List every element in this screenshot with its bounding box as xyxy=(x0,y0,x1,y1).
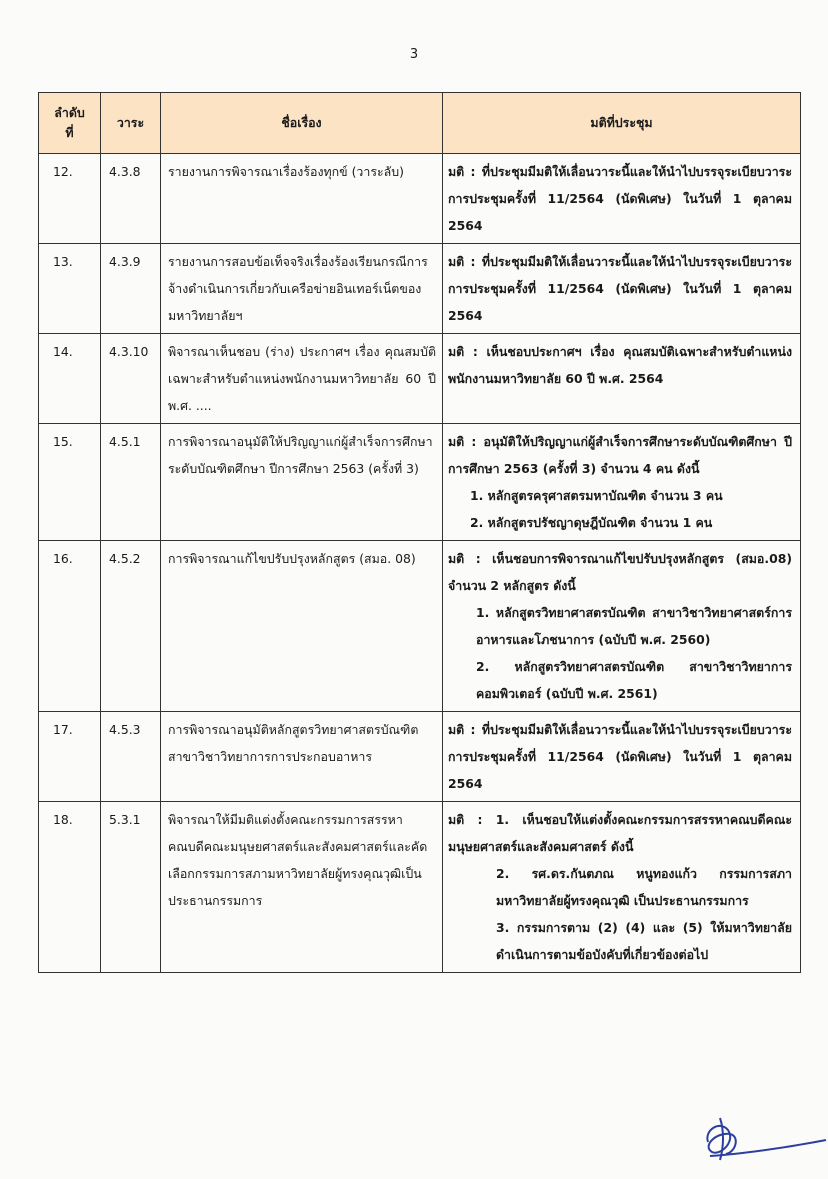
topic-text: การพิจารณาอนุมัติให้ปริญญาแก่ผู้สำเร็จการศึกษาระดับบัณฑิตศึกษา ปีการศึกษา 2563 (ครั้งที่ 3) xyxy=(161,424,443,541)
agenda-number: 4.3.10 xyxy=(101,334,161,424)
agenda-number: 5.3.1 xyxy=(101,802,161,973)
resolution-line: มติ : ที่ประชุมมีมติให้เลื่อนวาระนี้และให้นำไปบรรจุระเบียบวาระการประชุมครั้งที่ 11/2564 (นัดพิเศษ) ในวันที่ 1 ตุลาคม 2564 xyxy=(448,254,792,323)
resolution-line: 2. หลักสูตรวิทยาศาสตรบัณฑิต สาขาวิชาวิทยาการคอมพิวเตอร์ (ฉบับปี พ.ศ. 2561) xyxy=(476,659,792,701)
page-number: 3 xyxy=(409,47,419,62)
table-row xyxy=(39,424,801,541)
table-row xyxy=(39,244,801,334)
topic-text: รายงานการพิจารณาเรื่องร้องทุกข์ (วาระลับ) xyxy=(161,154,443,244)
topic-text: การพิจารณาอนุมัติหลักสูตรวิทยาศาสตรบัณฑิต สาขาวิชาวิทยาการการประกอบอาหาร xyxy=(161,712,443,802)
topic-text: พิจารณาให้มีมติแต่งตั้งคณะกรรมการสรรหาคณบดีคณะมนุษยศาสตร์และสังคมศาสตร์และคัดเลือกกรรมการสภามหาวิทยาลัยผู้ทรงคุณวุฒิเป็นประธานกรรมการ xyxy=(161,802,443,973)
agenda-number: 4.3.8 xyxy=(101,154,161,244)
resolution-line: มติ : ที่ประชุมมีมติให้เลื่อนวาระนี้และให้นำไปบรรจุระเบียบวาระการประชุมครั้งที่ 11/2564 (นัดพิเศษ) ในวันที่ 1 ตุลาคม 2564 xyxy=(448,164,792,233)
row-number: 18. xyxy=(39,802,101,973)
agenda-number: 4.5.3 xyxy=(101,712,161,802)
topic-text: พิจารณาเห็นชอบ (ร่าง) ประกาศฯ เรื่อง คุณสมบัติเฉพาะสำหรับตำแหน่งพนักงานมหาวิทยาลัย 60 ปี พ.ศ. .... xyxy=(161,334,443,424)
header-topic: ชื่อเรื่อง xyxy=(161,93,443,154)
row-number: 17. xyxy=(39,712,101,802)
header-resolution: มติที่ประชุม xyxy=(443,93,801,154)
resolution-line: มติ : อนุมัติให้ปริญญาแก่ผู้สำเร็จการศึกษาระดับบัณฑิตศึกษา ปีการศึกษา 2563 (ครั้งที่ 3) จำนวน 4 คน ดังนี้ xyxy=(448,434,792,476)
topic-text: รายงานการสอบข้อเท็จจริงเรื่องร้องเรียนกรณีการจ้างดำเนินการเกี่ยวกับเครือข่ายอินเทอร์เน็ตของมหาวิทยาลัยฯ xyxy=(161,244,443,334)
resolution-line: 1. หลักสูตรครุศาสตรมหาบัณฑิต จำนวน 3 คน xyxy=(470,488,723,503)
resolution-line: 3. กรรมการตาม (2) (4) และ (5) ให้มหาวิทยาลัยดำเนินการตามข้อบังคับที่เกี่ยวข้องต่อไป xyxy=(496,920,792,962)
row-number: 12. xyxy=(39,154,101,244)
agenda-number: 4.5.1 xyxy=(101,424,161,541)
resolution-cell xyxy=(443,802,801,973)
header-no: ลำดับ ที่ xyxy=(39,93,101,154)
resolution-line: 2. รศ.ดร.กันตภณ หนูทองแก้ว กรรมการสภามหาวิทยาลัยผู้ทรงคุณวุฒิ เป็นประธานกรรมการ xyxy=(496,866,792,908)
resolution-cell xyxy=(443,244,801,334)
topic-text: การพิจารณาแก้ไขปรับปรุงหลักสูตร (สมอ. 08) xyxy=(161,541,443,712)
resolution-line: มติ : ที่ประชุมมีมติให้เลื่อนวาระนี้และให้นำไปบรรจุระเบียบวาระการประชุมครั้งที่ 11/2564 (นัดพิเศษ) ในวันที่ 1 ตุลาคม 2564 xyxy=(448,722,792,791)
table-row xyxy=(39,154,801,244)
resolution-cell xyxy=(443,334,801,424)
resolution-line: 2. หลักสูตรปรัชญาดุษฎีบัณฑิต จำนวน 1 คน xyxy=(470,515,713,530)
resolution-cell xyxy=(443,424,801,541)
resolution-cell xyxy=(443,541,801,712)
minutes-table xyxy=(38,92,801,973)
resolution-line: มติ : เห็นชอบประกาศฯ เรื่อง คุณสมบัติเฉพาะสำหรับตำแหน่งพนักงานมหาวิทยาลัย 60 ปี พ.ศ. 2564 xyxy=(448,344,792,386)
resolution-cell xyxy=(443,712,801,802)
resolution-line: 1. หลักสูตรวิทยาศาสตรบัณฑิต สาขาวิชาวิทยาศาสตร์การอาหารและโภชนาการ (ฉบับปี พ.ศ. 2560) xyxy=(476,605,792,647)
agenda-number: 4.3.9 xyxy=(101,244,161,334)
signature-mark xyxy=(690,1112,828,1168)
row-number: 16. xyxy=(39,541,101,712)
header-row xyxy=(39,93,801,154)
table-row xyxy=(39,802,801,973)
resolution-line: มติ : เห็นชอบการพิจารณาแก้ไขปรับปรุงหลักสูตร (สมอ.08) จำนวน 2 หลักสูตร ดังนี้ xyxy=(448,551,792,593)
row-number: 14. xyxy=(39,334,101,424)
resolution-cell xyxy=(443,154,801,244)
table-row xyxy=(39,712,801,802)
agenda-number: 4.5.2 xyxy=(101,541,161,712)
header-agenda: วาระ xyxy=(101,93,161,154)
resolution-line: มติ : 1. เห็นชอบให้แต่งตั้งคณะกรรมการสรรหาคณบดีคณะมนุษยศาสตร์และสังคมศาสตร์ ดังนี้ xyxy=(448,812,792,854)
table-row xyxy=(39,334,801,424)
row-number: 15. xyxy=(39,424,101,541)
table-row xyxy=(39,541,801,712)
row-number: 13. xyxy=(39,244,101,334)
